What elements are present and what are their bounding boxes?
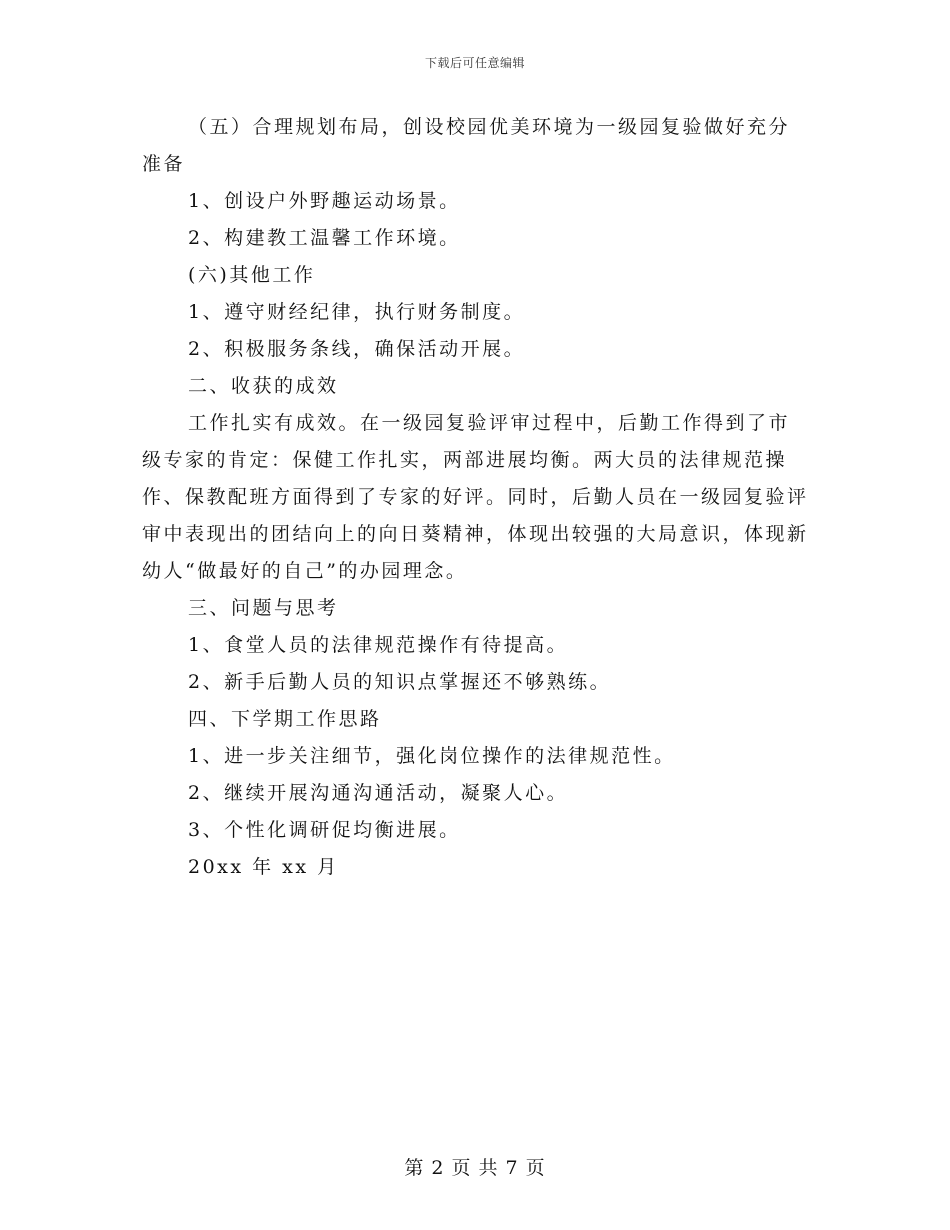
list-item: 2、积极服务条线，确保活动开展。 [188,338,526,360]
document-date: 20xx 年 xx 月 [188,856,339,878]
list-item: 1、创设户外野趣运动场景。 [188,190,461,212]
list-item: 3、个性化调研促均衡进展。 [188,819,461,841]
list-item: 2、继续开展沟通沟通活动，凝聚人心。 [188,782,569,804]
section-heading-other-work: (六)其他工作 [188,264,316,286]
list-item: 2、新手后勤人员的知识点掌握还不够熟练。 [188,671,612,693]
page-header-note: 下载后可任意编辑 [424,56,525,70]
section-heading-planning: （五）合理规划布局，创设校园优美环境为一级园复验做好充分准备 [142,116,791,175]
section-heading-problems: 三、问题与思考 [188,597,339,619]
section-heading-next-term: 四、下学期工作思路 [188,708,382,730]
body-paragraph-achievements: 工作扎实有成效。在一级园复验评审过程中，后勤工作得到了市级专家的肯定：保健工作扎实，两部进展均衡。两大员的法律规范操作、保教配班方面得到了专家的好评。同时，后勤人员在一级园复验评审中表现出的团结向上的向日葵精神，体现出较强的大局意识，体现新幼人“做最好的自己”的办园理念。 [142,412,809,582]
list-item: 2、构建教工温馨工作环境。 [188,227,461,249]
page-number-footer: 第 2 页 共 7 页 [404,1157,546,1179]
document-body [142,109,810,886]
section-heading-achievements: 二、收获的成效 [188,375,339,397]
list-item: 1、食堂人员的法律规范操作有待提高。 [188,634,569,656]
list-item: 1、遵守财经纪律，执行财务制度。 [188,301,526,323]
list-item: 1、进一步关注细节，强化岗位操作的法律规范性。 [188,745,676,767]
